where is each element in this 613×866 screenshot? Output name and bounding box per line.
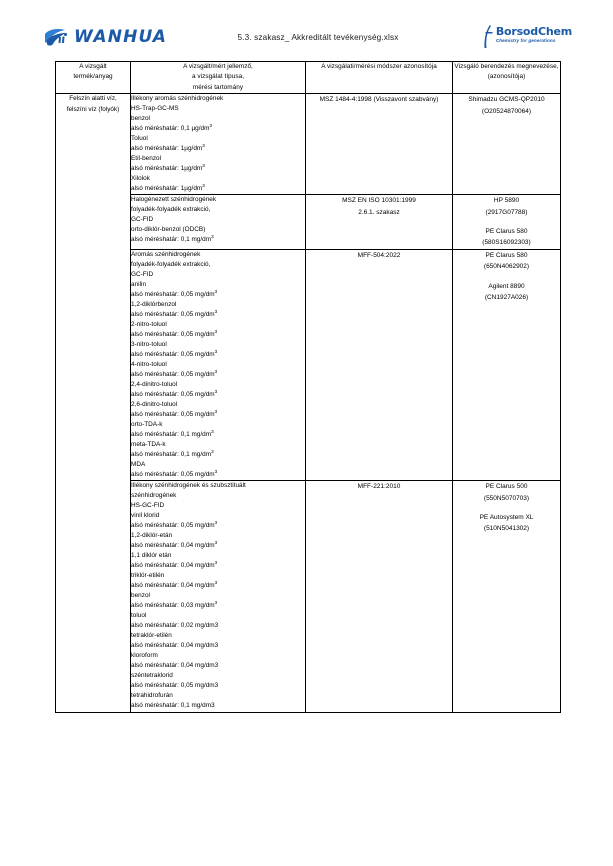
method-cell [306, 195, 453, 250]
column-header-equipment: Vizsgáló berendezés megnevezése, (azonosítója) [453, 62, 561, 94]
characteristic-line: GC-FID [131, 216, 154, 224]
characteristic-line: folyadék-folyadék extrakció, [131, 206, 211, 214]
equipment-cell [453, 195, 561, 250]
table-row [56, 481, 561, 712]
characteristic-line: alsó méréshatár: $1\mu g/dm^3$ [131, 183, 205, 193]
characteristic-line: toluol [131, 612, 147, 620]
document-title: 5.3. szakasz_ Akkreditált tevékenység.xlsx [237, 32, 399, 42]
wanhua-mark-icon [44, 27, 70, 47]
characteristic-line: orto-TDA-k [131, 421, 163, 429]
cell-line: PE Autosystem XL [479, 513, 534, 521]
cell-line: (O20524870064) [481, 107, 532, 115]
characteristic-line: alsó méréshatár: 0,05 $mg/dm^3$ [131, 308, 218, 318]
borsodchem-logo [483, 24, 572, 50]
column-header-product: A vizsgált termék/anyag [56, 62, 131, 94]
spacer [453, 273, 560, 281]
characteristic-line: kloroform [131, 652, 158, 660]
unit-exponent: 3 [214, 520, 218, 526]
table-header-row [56, 62, 561, 94]
characteristic-line: szénhidrogének [131, 492, 177, 500]
characteristic-line: HS-Trap-GC-MS [131, 105, 179, 113]
characteristic-line: tetrahidrofurán [131, 692, 173, 700]
cell-line: PE Clarus 500 [485, 483, 528, 491]
spacer [453, 504, 560, 512]
characteristic-line: alsó méréshatár: $1\mu g/dm^3$ [131, 163, 205, 173]
cell-line: MSZ EN ISO 10301:1999 [342, 197, 416, 205]
characteristic-line: HS-GC-FID [131, 502, 165, 510]
page-header [44, 18, 572, 56]
characteristics-cell [131, 249, 306, 480]
borsodchem-wordmark: BorsodChem [495, 25, 572, 38]
table-row [56, 94, 561, 195]
characteristic-line: 1,2-diklór-etán [131, 532, 173, 540]
characteristic-line: alsó méréshatár: 0,1 $\mu g/dm^3$ [131, 123, 213, 133]
sample-type-cell: Felszín alatti víz, felszíni víz (folyók) [56, 94, 131, 712]
characteristic-line: alsó méréshatár: 0,1 $mg/dm^3$ [131, 448, 214, 459]
characteristic-line: vinil klorid [131, 512, 160, 520]
characteristic-line: benzol [131, 592, 150, 600]
table-header [56, 62, 561, 94]
characteristic-line: alsó méréshatár: 0,05 $mg/dm^3$ [131, 520, 218, 530]
characteristic-line: alsó méréshatár: 0,1 $mg/dm^3$ [131, 428, 214, 439]
characteristic-line: alsó méréshatár: 0,05 $mg/dm^3$ [131, 388, 218, 398]
cell-line: (510N5041302) [483, 525, 530, 533]
characteristic-line: 1,2-diklórbenzol [131, 300, 177, 308]
characteristic-line: MDA [131, 461, 146, 469]
characteristic-line: Illékony aromás szénhidrogének [131, 95, 224, 103]
characteristic-line: benzol [131, 115, 150, 123]
characteristic-line: folyadék-folyadék extrakció, [131, 260, 211, 268]
characteristic-line: alsó méréshatár: 0,04 $mg/dm^3$ [131, 560, 218, 570]
characteristics-cell [131, 94, 306, 195]
unit-exponent: 3 [214, 288, 218, 294]
unit-exponent: 3 [214, 348, 218, 354]
characteristic-line: alsó méréshatár: $1\mu g/dm^3$ [131, 143, 205, 153]
cell-line: (580S16092303) [482, 239, 531, 247]
unit-exponent: 3 [202, 183, 205, 189]
method-cell [306, 249, 453, 480]
characteristic-line: alsó méréshatár: 0,03 $mg/dm^3$ [131, 600, 218, 610]
unit-exponent: 3 [214, 560, 218, 566]
characteristic-line: széntetraklorid [131, 672, 173, 680]
characteristic-line: alsó méréshatár: 0,1 mg/dm3 [131, 702, 215, 710]
characteristic-line: 2,6-dinitro-toluol [131, 401, 178, 409]
cell-line: PE Clarus 580 [485, 228, 528, 236]
equipment-cell [453, 481, 561, 712]
cell-line: (2917G07788) [485, 208, 528, 216]
cell-line: (CN1927A026) [484, 293, 529, 301]
method-cell [306, 94, 453, 195]
unit-exponent: 3 [211, 448, 214, 454]
characteristic-line: alsó méréshatár: 0,02 mg/dm3 [131, 622, 219, 630]
unit-exponent: 3 [211, 234, 214, 240]
wanhua-logo [44, 27, 167, 47]
borsodchem-mark-icon [483, 24, 494, 50]
characteristic-line: anilin [131, 280, 147, 288]
characteristic-line: Halogénezett szénhidrogének [131, 196, 217, 204]
cell-line: (650N4062902) [483, 263, 530, 271]
cell-line: HP 5890 [493, 197, 520, 205]
unit-exponent: 3 [202, 143, 205, 149]
cell-line: Agilent 8890 [488, 282, 525, 290]
table-body [56, 94, 561, 712]
unit-exponent: 3 [214, 388, 218, 394]
characteristic-line: 4-nitro-toluol [131, 360, 167, 368]
characteristics-cell [131, 195, 306, 250]
characteristics-cell [131, 481, 306, 712]
characteristic-line: alsó méréshatár: 0,04 mg/dm3 [131, 642, 219, 650]
cell-line: MSZ 1484-4:1998 (Visszavont szabvány) [319, 96, 439, 104]
characteristic-line: 2,4-dinitro-toluol [131, 380, 178, 388]
equipment-cell [453, 249, 561, 480]
characteristic-line: alsó méréshatár: 0,05 $mg/dm^3$ [131, 328, 218, 338]
characteristic-line: 1,1 diklór etán [131, 552, 172, 560]
cell-line: (550N5070703) [483, 494, 530, 502]
characteristic-line: triklór-etilén [131, 572, 165, 580]
borsodchem-tagline: Chemistry for generations [495, 37, 556, 43]
characteristic-line: alsó méréshatár: 0,05 $mg/dm^3$ [131, 348, 218, 358]
characteristic-line: GC-FID [131, 270, 154, 278]
method-cell [306, 481, 453, 712]
characteristic-line: alsó méréshatár: 0,1 $mg/dm^3$ [131, 234, 214, 244]
unit-exponent: 3 [214, 328, 218, 334]
characteristic-line: 3-nitro-toluol [131, 340, 167, 348]
unit-exponent: 3 [214, 469, 218, 474]
characteristic-line: Xilolok [131, 175, 150, 183]
unit-exponent: 3 [214, 540, 218, 546]
characteristic-line: alsó méréshatár: 0,05 $mg/dm^3$ [131, 288, 218, 298]
characteristic-line: tetraklór-etilén [131, 632, 172, 640]
cell-line: MFF-504:2022 [357, 251, 401, 259]
characteristic-line: alsó méréshatár: 0,05 $mg/dm^3$ [131, 469, 218, 479]
column-header-method: A vizsgálati/mérési módszer azonosítója [306, 62, 453, 94]
cell-line: PE Clarus 580 [485, 251, 528, 259]
unit-exponent: 3 [211, 428, 214, 434]
characteristic-line: orto-diklór-benzol (ODCB) [131, 226, 206, 234]
column-header-characteristic: A vizsgált/mért jellemző, a vizsgálat típusa, mérési tartomány [131, 62, 306, 94]
equipment-cell [453, 94, 561, 195]
table-row [56, 249, 561, 480]
wanhua-wordmark: WANHUA [74, 26, 168, 47]
characteristic-line: Toluol [131, 135, 148, 143]
unit-exponent: 3 [202, 163, 205, 169]
characteristic-line: 2-nitro-toluol [131, 320, 167, 328]
characteristic-line: alsó méréshatár: 0,05 $mg/dm^3$ [131, 368, 218, 378]
table-row [56, 195, 561, 250]
unit-exponent: 3 [214, 368, 218, 374]
characteristic-line: Aromás szénhidrogének [131, 250, 201, 258]
characteristic-line: meta-TDA-k [131, 441, 166, 449]
characteristic-line: alsó méréshatár: 0,05 $mg/dm^3$ [131, 408, 218, 419]
accredited-activity-table [55, 61, 560, 713]
characteristic-line: alsó méréshatár: 0,04 $mg/dm^3$ [131, 580, 218, 590]
characteristic-line: Illékony szénhidrogének és szubsztituált [131, 482, 246, 490]
characteristic-line: alsó méréshatár: 0,05 mg/dm3 [131, 682, 219, 690]
unit-exponent: 3 [214, 408, 218, 414]
spacer [453, 218, 560, 226]
unit-exponent: 3 [209, 123, 213, 129]
cell-line: 2.6.1. szakasz [358, 208, 400, 216]
unit-exponent: 3 [214, 600, 218, 606]
borsodchem-text [496, 24, 572, 43]
cell-line: Shimadzu GCMS-QP2010 [468, 96, 545, 104]
characteristic-line: alsó méréshatár: 0,04 $mg/dm^3$ [131, 540, 218, 550]
characteristic-line: alsó méréshatár: 0,04 mg/dm3 [131, 662, 219, 670]
characteristic-line: Etil-benzol [131, 155, 162, 163]
unit-exponent: 3 [214, 308, 218, 314]
cell-line: MFF-221:2010 [357, 483, 401, 491]
unit-exponent: 3 [214, 580, 218, 586]
